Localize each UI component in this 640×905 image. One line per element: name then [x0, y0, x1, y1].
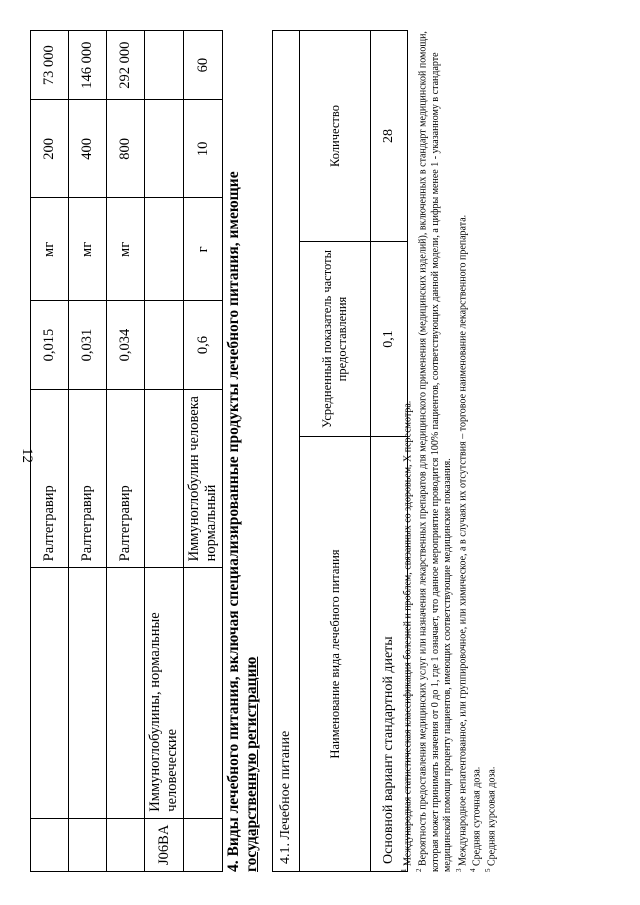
group-name-cell: [184, 568, 223, 818]
daily-dose-cell: 800: [107, 100, 145, 198]
footnote: [469, 22, 484, 872]
course-dose-cell: 73 000: [31, 31, 69, 100]
probability-cell: 0,031: [69, 301, 107, 389]
probability-cell: 0,6: [184, 301, 223, 389]
probability-cell: 0,015: [31, 301, 69, 389]
footnote-mark: 3: [454, 868, 463, 872]
nutrition-table: [272, 30, 408, 872]
group-name-cell: [69, 568, 107, 818]
diet-name-cell: Основной вариант стандартной диеты: [371, 437, 408, 872]
section-heading-line-1: 4. Виды лечебного питания, включая специализированные продукты лечебного питания, имеющие: [225, 171, 242, 872]
col-header-quantity: Количество: [300, 31, 371, 242]
unit-cell: мг: [31, 198, 69, 301]
unit-cell: мг: [107, 198, 145, 301]
page-number: 12: [19, 448, 35, 463]
drugs-table: [30, 30, 223, 872]
atc-code-cell: J06BA: [145, 818, 184, 871]
daily-dose-cell: 400: [69, 100, 107, 198]
group-name-cell: [31, 568, 69, 818]
drug-name-cell: Ралтегравир: [69, 389, 107, 568]
drug-name-cell: Ралтегравир: [107, 389, 145, 568]
footnote: [484, 22, 499, 872]
table-row: [69, 31, 107, 872]
footnote-mark: 2: [414, 868, 423, 872]
diet-frequency-cell: 0,1: [371, 242, 408, 437]
drug-name-cell: [145, 389, 184, 568]
footnote-text: Средняя курсовая доза.: [486, 766, 498, 866]
footnote: [415, 22, 455, 872]
col-header-name: Наименование вида лечебного питания: [300, 437, 371, 872]
daily-dose-cell: 200: [31, 100, 69, 198]
daily-dose-cell: [145, 100, 184, 198]
footnote-mark: 5: [484, 868, 493, 872]
rotated-document-content: [20, 22, 620, 882]
atc-code-cell: [107, 818, 145, 871]
drug-name-cell: Иммуноглобулин человека нормальный: [184, 389, 223, 568]
unit-cell: мг: [69, 198, 107, 301]
footnote-text: Международная статистическая классификация болезней и проблем, связанных со здоровьем, X пересмотра.: [402, 400, 414, 866]
footnotes: [400, 22, 499, 872]
daily-dose-cell: 10: [184, 100, 223, 198]
probability-cell: 0,034: [107, 301, 145, 389]
footnote-mark: 4: [469, 868, 478, 872]
footnote-mark: 1: [400, 868, 408, 872]
group-name-cell: Иммуноглобулины, нормальные человеческие: [145, 568, 184, 818]
footnote-text: Вероятность предоставления медицинских услуг или назначения лекарственных препаратов для медицинского применения (медицинских изделий), включенных в стандарт медицинской помощи, которая может принимать значения от 0 до 1, где 1 означает, что данное мероприятие проводится 100% пациентов, соответствующих данной модели, а цифры менее 1 - указанному в стандарте медицинской помощи проценту пациентов, имеющих соответствующие медицинские показания.: [417, 31, 454, 872]
atc-code-cell: [69, 818, 107, 871]
unit-cell: [145, 198, 184, 301]
unit-cell: г: [184, 198, 223, 301]
footnote: [400, 22, 415, 872]
section-heading: [225, 30, 261, 872]
nutrition-subheader: 4.1. Лечебное питание: [273, 31, 300, 872]
footnote: [455, 22, 470, 872]
course-dose-cell: 292 000: [107, 31, 145, 100]
table-row: [145, 31, 184, 872]
atc-code-cell: [31, 818, 69, 871]
course-dose-cell: [145, 31, 184, 100]
course-dose-cell: 146 000: [69, 31, 107, 100]
group-name-cell: [107, 568, 145, 818]
table-row: [184, 31, 223, 872]
col-header-frequency: Усредненный показатель частоты предоставления: [300, 242, 371, 437]
diet-quantity-cell: 28: [371, 31, 408, 242]
probability-cell: [145, 301, 184, 389]
course-dose-cell: 60: [184, 31, 223, 100]
footnote-text: Международное непатентованное, или группировочное, или химическое, а в случаях их отсутствия – торговое наименование лекарственного препарата.: [456, 214, 468, 866]
table-row: [31, 31, 69, 872]
table-row: [107, 31, 145, 872]
drug-name-cell: Ралтегравир: [31, 389, 69, 568]
footnote-text: Средняя суточная доза.: [471, 766, 483, 866]
section-heading-line-2: государственную регистрацию: [242, 656, 260, 872]
atc-code-cell: [184, 818, 223, 871]
